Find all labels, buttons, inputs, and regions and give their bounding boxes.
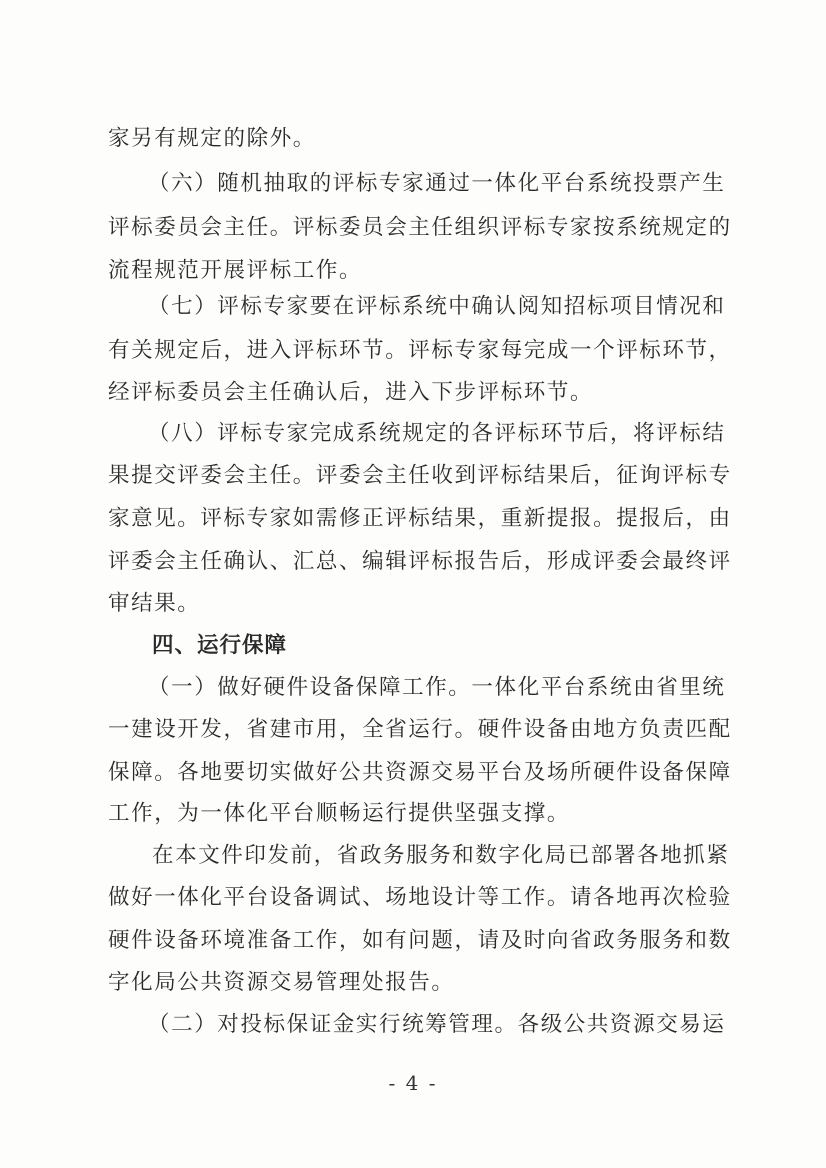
text-line-5: （七）评标专家要在评标系统中确认阅知招标项目情况和	[148, 294, 726, 319]
page-number: - 4 -	[388, 1071, 438, 1095]
text-line-22: （二）对投标保证金实行统筹管理。各级公共资源交易运	[148, 1012, 726, 1037]
text-line-15: 一建设开发，省建市用，全省运行。硬件设备由地方负责匹配	[108, 717, 732, 742]
text-line-21: 字化局公共资源交易管理处报告。	[108, 970, 455, 995]
text-line-8: （八）评标专家完成系统规定的各评标环节后，将评标结	[148, 421, 726, 446]
section-heading: 四、运行保障	[152, 633, 288, 658]
text-line-16: 保障。各地要切实做好公共资源交易平台及场所硬件设备保障	[108, 760, 732, 785]
text-line-9: 果提交评委会主任。评委会主任收到评标结果后，征询评标专	[108, 463, 732, 488]
text-line-3: 评标委员会主任。评标委员会主任组织评标专家按系统规定的	[108, 215, 732, 240]
text-line-4: 流程规范开展评标工作。	[108, 258, 363, 283]
text-line-7: 经评标委员会主任确认后，进入下步评标环节。	[108, 380, 594, 405]
text-line-11: 评委会主任确认、汇总、编辑评标报告后，形成评委会最终评	[108, 549, 732, 574]
text-line-14: （一）做好硬件设备保障工作。一体化平台系统由省里统	[148, 675, 726, 700]
text-line-19: 做好一体化平台设备调试、场地设计等工作。请各地再次检验	[108, 885, 732, 910]
text-line-20: 硬件设备环境准备工作，如有问题，请及时向省政务服务和数	[108, 928, 732, 953]
text-line-18: 在本文件印发前，省政务服务和数字化局已部署各地抓紧	[152, 843, 730, 868]
text-line-2: （六）随机抽取的评标专家通过一体化平台系统投票产生	[148, 171, 726, 196]
text-line-10: 家意见。评标专家如需修正评标结果，重新提报。提报后，由	[108, 506, 732, 531]
text-line-6: 有关规定后，进入评标环节。评标专家每完成一个评标环节，	[108, 338, 732, 363]
text-line-17: 工作，为一体化平台顺畅运行提供坚强支撑。	[108, 801, 571, 826]
text-line-12: 审结果。	[108, 591, 201, 616]
text-line-1: 家另有规定的除外。	[108, 126, 316, 151]
